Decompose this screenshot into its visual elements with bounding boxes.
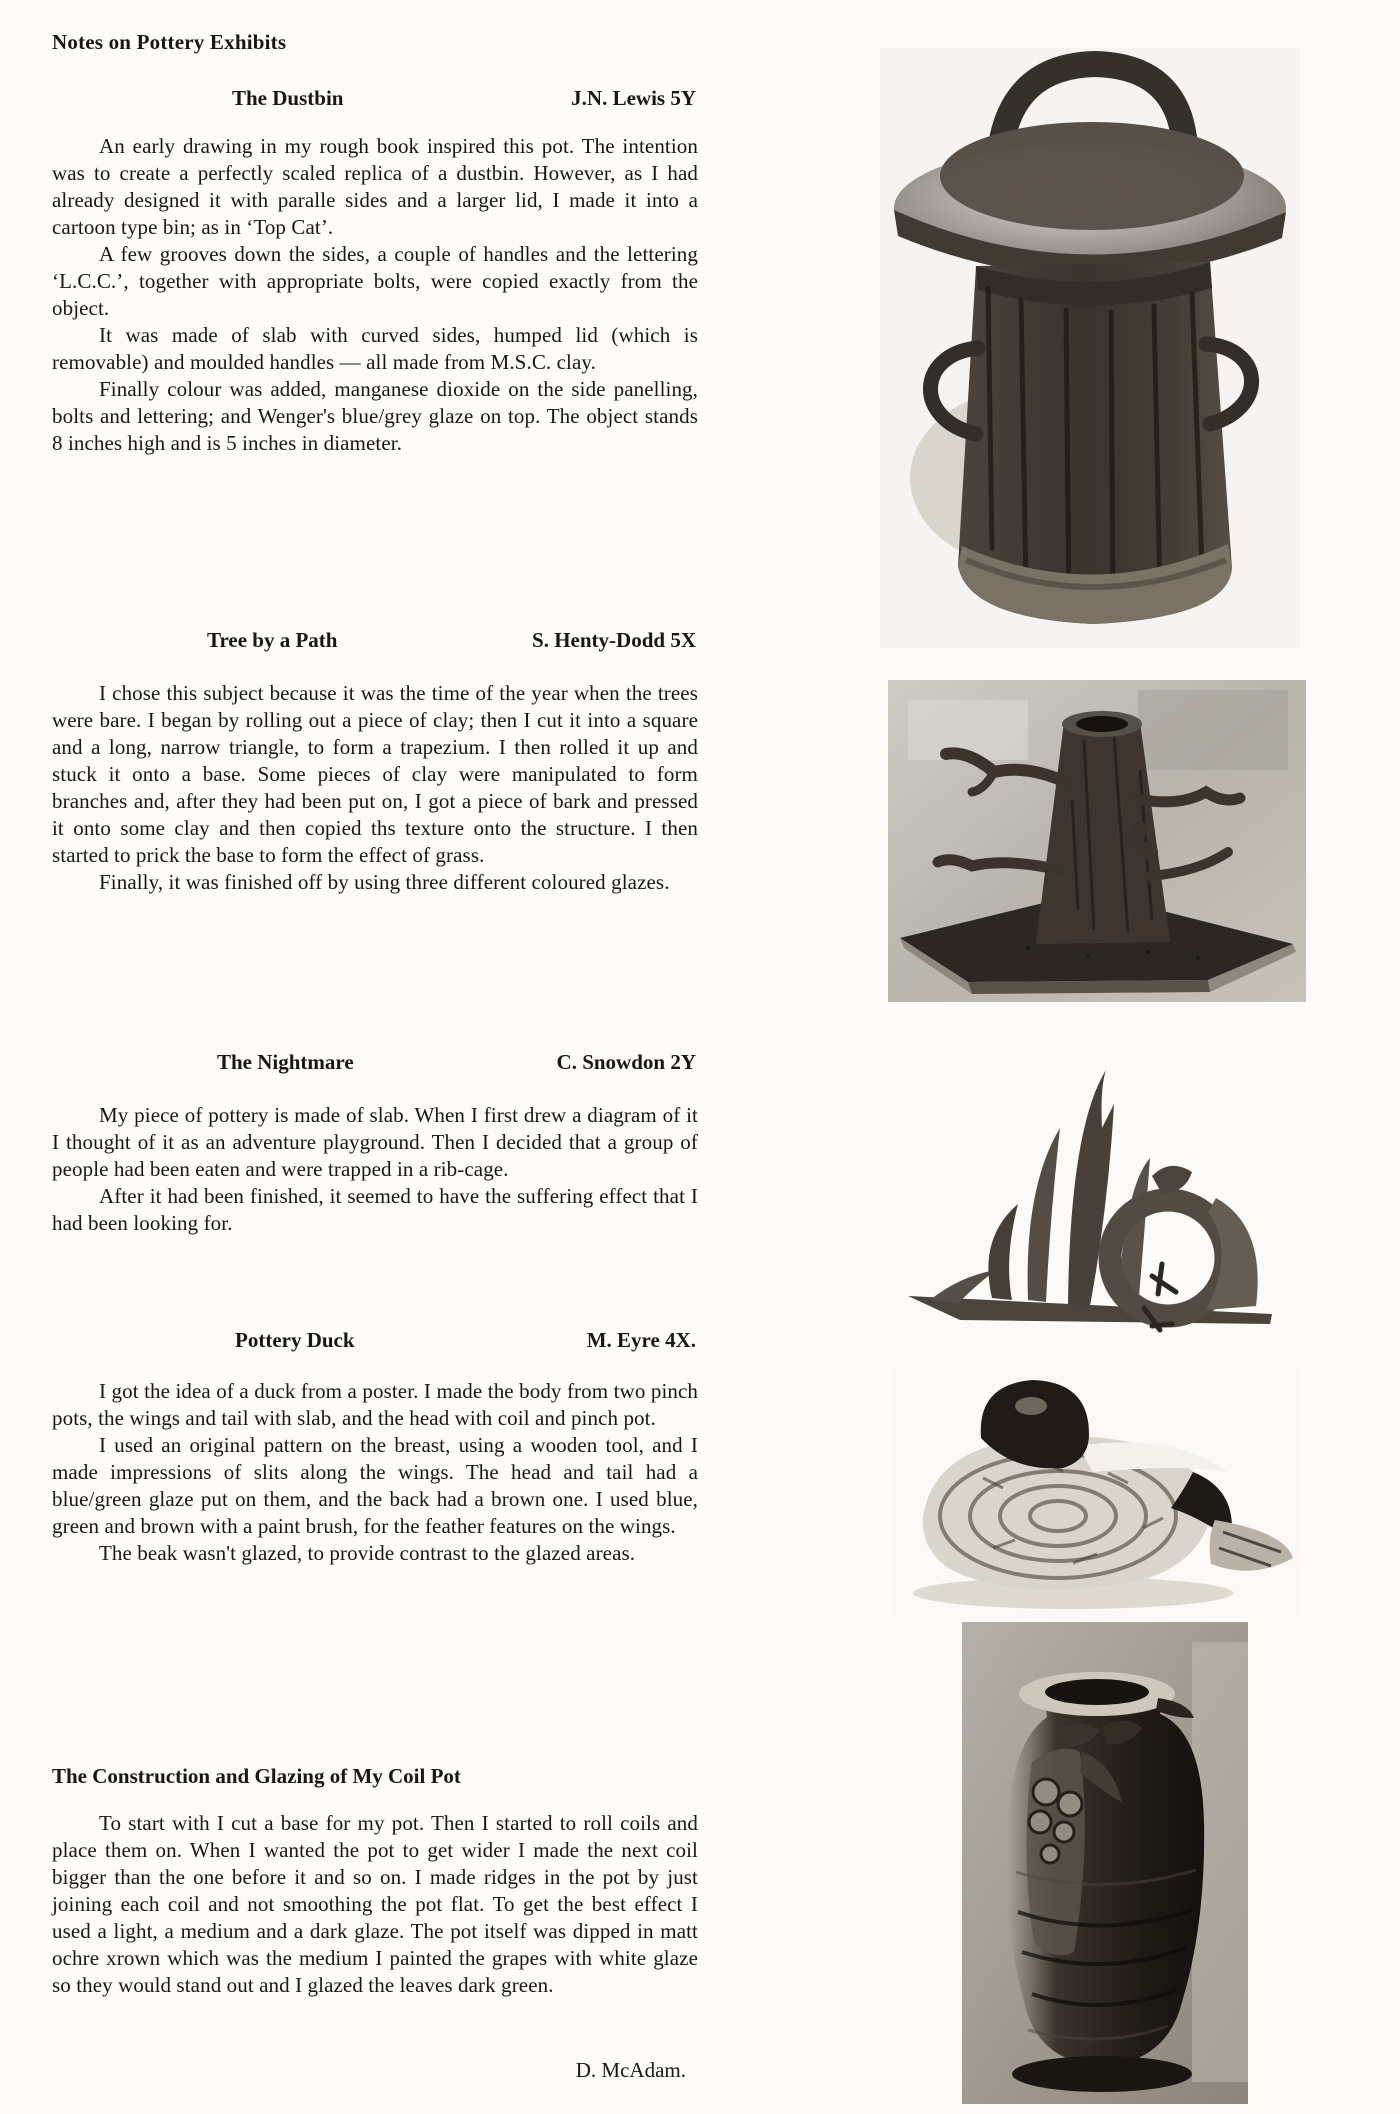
section-body: [52, 1102, 698, 1237]
section-body: [52, 1810, 698, 1999]
section-author: C. Snowdon 2Y: [556, 1050, 696, 1074]
paragraph: Finally, it was finished off by using three different coloured glazes.: [99, 870, 670, 894]
section-title: The Dustbin: [232, 86, 344, 110]
paragraph: A few grooves down the sides, a couple of handles and the lettering ‘L.C.C.’, together with appropriate bolts, were copied exactly from the object.: [52, 242, 698, 320]
nightmare-sculpture-photo: [900, 1008, 1280, 1348]
paragraph: My piece of pottery is made of slab. When I first drew a diagram of it I thought of it as an adventure playground. Then I decided that a group of people had been eaten and were trapped in a rib-cage.: [52, 1103, 698, 1181]
section-coil-pot: [52, 1764, 698, 1999]
paragraph: An early drawing in my rough book inspired this pot. The intention was to create a perfectly scaled replica of a dustbin. However, as I had already designed it with paralle sides and a larger lid, I made it into a cartoon type bin; as in ‘Top Cat’.: [52, 134, 698, 239]
pottery-duck-photo: [893, 1368, 1300, 1618]
section-header: [52, 628, 698, 656]
tree-sculpture-photo: [888, 680, 1306, 1002]
section-title: The Nightmare: [217, 1050, 354, 1074]
section-author: J.N. Lewis 5Y: [571, 86, 696, 110]
paragraph: I used an original pattern on the breast, using a wooden tool, and I made impressions of slits along the wings. The head and tail had a blue/green glaze put on them, and the back had a brown one. I used blue, green and brown with a paint brush, for the feather features on the wings.: [52, 1433, 698, 1538]
author-signature: D. McAdam.: [575, 2058, 686, 2082]
section-title: Pottery Duck: [235, 1328, 355, 1352]
dustbin-photo: [880, 48, 1300, 648]
section-title: The Construction and Glazing of My Coil Pot: [52, 1764, 461, 1788]
section-author: S. Henty-Dodd 5X: [532, 628, 696, 652]
section-header: [52, 86, 698, 114]
section-body: [52, 133, 698, 457]
paragraph: The beak wasn't glazed, to provide contrast to the glazed areas.: [99, 1541, 636, 1565]
paragraph: Finally colour was added, manganese dioxide on the side panelling, bolts and lettering; and Wenger's blue/grey glaze on top. The object stands 8 inches high and is 5 inches in diameter.: [52, 377, 698, 455]
paragraph: After it had been finished, it seemed to have the suffering effect that I had been looking for.: [52, 1184, 698, 1235]
page-title: Notes on Pottery Exhibits: [52, 30, 287, 54]
section-body: [52, 1378, 698, 1567]
paragraph: It was made of slab with curved sides, humped lid (which is removable) and moulded handles — all made from M.S.C. clay.: [52, 323, 698, 374]
paragraph: I got the idea of a duck from a poster. I made the body from two pinch pots, the wings and tail with slab, and the head with coil and pinch pot.: [52, 1379, 698, 1430]
section-nightmare: [52, 1050, 698, 1237]
section-body: [52, 680, 698, 896]
section-author: M. Eyre 4X.: [586, 1328, 696, 1352]
section-header: [52, 1328, 698, 1356]
paragraph: To start with I cut a base for my pot. Then I started to roll coils and place them on. When I wanted the pot to get wider I made the next coil bigger than the one before it and so on. I made ridges in the pot by just joining each coil and not smoothing the pot flat. To get the best effect I used a light, a medium and a dark glaze. The pot itself was dipped in matt ochre xrown which was the medium I painted the grapes with white glaze so they would stand out and I glazed the leaves dark green.: [52, 1811, 698, 1997]
section-title: Tree by a Path: [207, 628, 338, 652]
paragraph: I chose this subject because it was the time of the year when the trees were bare. I began by rolling out a piece of clay; then I cut it into a square and a long, narrow triangle, to form a trapezium. I then rolled it up and stuck it onto a base. Some pieces of clay were manipulated to form branches and, after they had been put on, I got a piece of bark and pressed it onto some clay and then copied ths texture onto the structure. I then started to prick the base to form the effect of grass.: [52, 681, 698, 867]
section-tree-by-a-path: [52, 628, 698, 896]
section-header: [52, 1050, 698, 1078]
section-pottery-duck: [52, 1328, 698, 1567]
section-dustbin: [52, 86, 698, 457]
coil-pot-photo: [962, 1622, 1248, 2104]
